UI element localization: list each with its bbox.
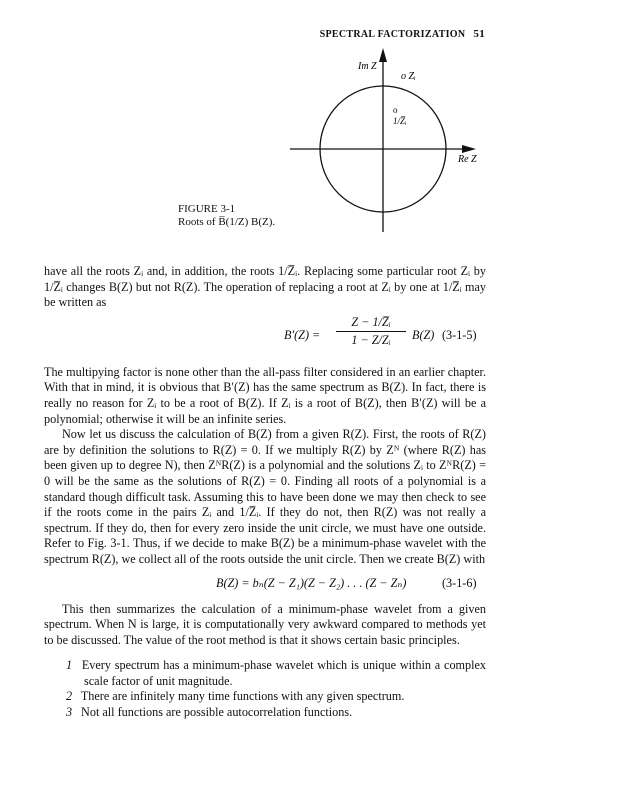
re-z-label: Re Z (458, 154, 477, 165)
unit-circle-diagram (0, 0, 622, 240)
equation-3-1-5-rhs: B(Z) (412, 327, 435, 342)
equation-3-1-5-lhs: B′(Z) = (284, 327, 321, 342)
equation-3-1-6-body: B(Z) = bₙ(Z − Z₁)(Z − Z₂) . . . (Z − Zₙ) (216, 575, 407, 590)
list-item-text: Every spectrum has a minimum-phase wavelet which is unique within a complex scale factor of unit magnitude. (81, 658, 487, 688)
list-item (44, 705, 486, 721)
paragraph-2: The multipying factor is none other than the all-pass filter considered in an earlier chapter. With that in mind, it is obvious that B′(Z) has the same spectrum as B(Z). In fact, there is really no reason for Zᵢ to be a root of B(Z). If Zᵢ is a root of B(Z), then B′(Z) will be a polynomial; otherwise it will be an infinite series. (44, 364, 486, 426)
list-item-number: 3 (66, 705, 73, 720)
root-zi-label: o Zᵢ (401, 71, 416, 82)
root-inverse-marker: o (393, 105, 398, 115)
list-item (44, 658, 486, 689)
equation-3-1-6 (44, 572, 486, 596)
root-inverse-label: 1/Z̅ᵢ (393, 116, 407, 126)
paragraph-4: This then summarizes the calculation of a minimum-phase wavelet from a given spectrum. When N is large, it is computationally very awkward compared to methods yet to be discussed. The value of the root method is that it shows certain basic principles. (44, 601, 486, 647)
equation-3-1-6-number: (3-1-6) (442, 575, 477, 590)
paragraph-1: have all the roots Zᵢ and, in addition, the roots 1/Z̅ᵢ. Replacing some particular root Zᵢ by 1/Z̅ᵢ changes B(Z) but not R(Z). The operation of replacing a root at Zᵢ by one at 1/Z̅ᵢ may be written as (44, 264, 486, 310)
list-item-number: 2 (66, 689, 73, 704)
equation-3-1-5 (44, 315, 486, 359)
equation-3-1-5-fraction (336, 315, 406, 349)
figure-3-1 (0, 0, 622, 240)
principles-list (44, 658, 486, 720)
list-item (44, 689, 486, 705)
equation-3-1-5-number: (3-1-5) (442, 327, 477, 342)
running-head-title: SPECTRAL FACTORIZATION (319, 29, 466, 40)
equation-3-1-5-numerator: Z − 1/Z̅ᵢ (336, 315, 406, 333)
equation-3-1-5-denominator: 1 − Z/Zᵢ (351, 333, 391, 348)
real-axis-arrow (462, 145, 476, 153)
imaginary-axis-arrow (379, 48, 387, 62)
page-number: 51 (473, 28, 485, 40)
list-item-number: 1 (66, 658, 73, 673)
figure-caption-text: Roots of B̅(1/Z) B(Z). (178, 215, 276, 228)
list-item-text: Not all functions are possible autocorrelation functions. (81, 705, 353, 720)
im-z-label: Im Z (358, 61, 377, 72)
list-item-text: There are infinitely many time functions with any given spectrum. (80, 689, 405, 704)
figure-caption (178, 203, 275, 228)
figure-caption-number: FIGURE 3-1 (178, 203, 236, 215)
body-text (44, 264, 486, 721)
paragraph-3: Now let us discuss the calculation of B(Z) from a given R(Z). First, the roots of R(Z) are by definition the solutions to R(Z) = 0. If we multiply R(Z) by Zᴺ (where R(Z) has been given up to degree N), then ZᴺR(Z) is a polynomial and the solutions Zᵢ to ZᴺR(Z) = 0 will be the same as the solutions of R(Z) = 0. Finding all roots of a polynomial is a standard though difficult task. Assuming this to have been done we may then check to see if the roots come in the pairs Zᵢ and 1/Z̅ᵢ. If they do not, then R(Z) was not really a spectrum. If they do, then for every zero inside the unit circle, we must have one outside. Refer to Fig. 3-1. Thus, if we decide to make B(Z) be a minimum-phase wavelet with the spectrum R(Z), we collect all of the roots outside the unit circle. Then we create B(Z) with (44, 427, 486, 566)
